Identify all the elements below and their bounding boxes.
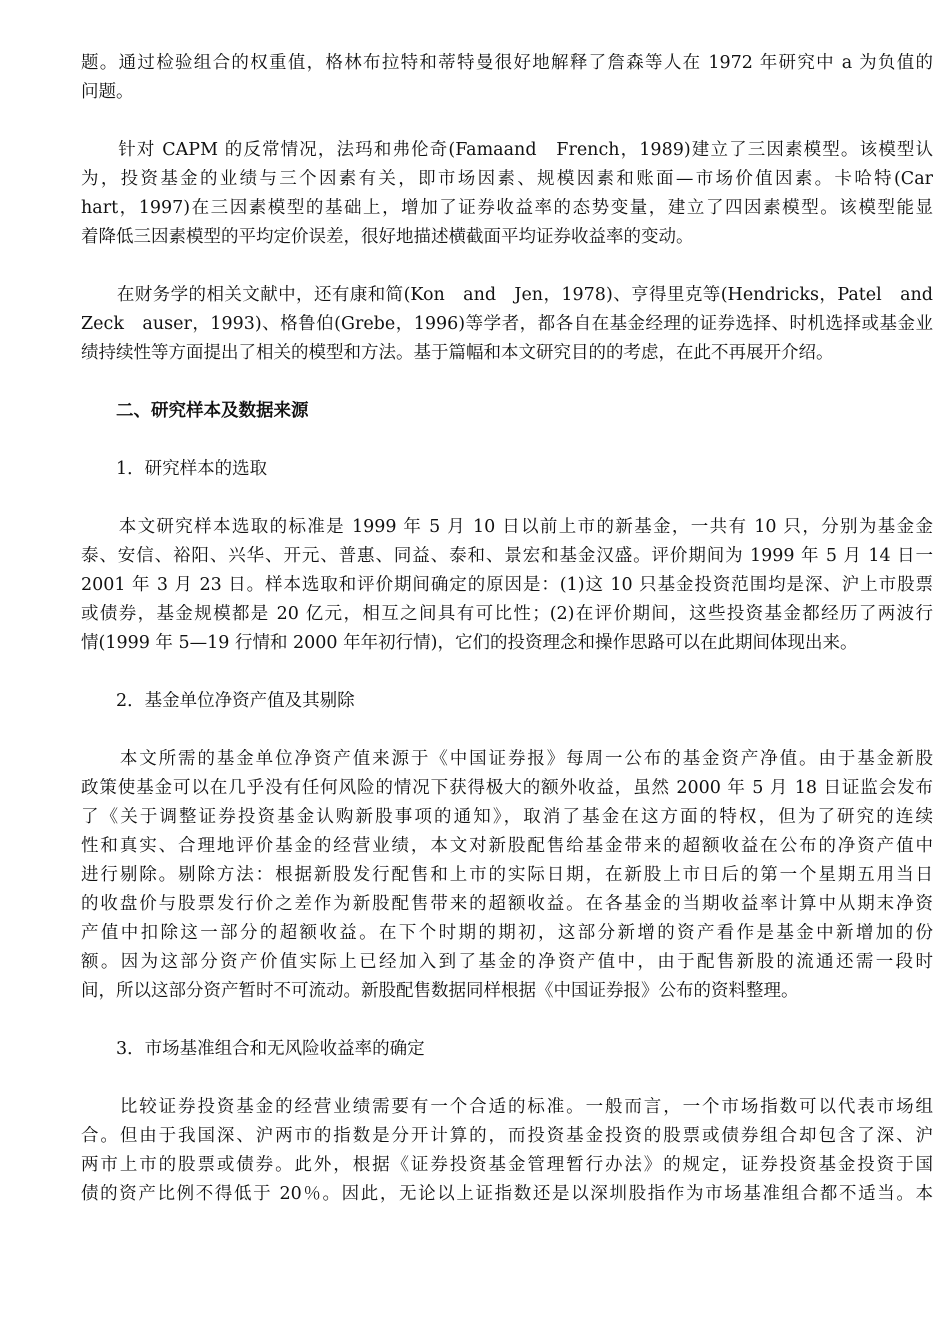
- paragraph: [81, 745, 933, 1006]
- paragraph: [81, 513, 933, 658]
- section-heading: [81, 397, 933, 426]
- text-line: 额。因为这部分资产价值实际上已经加入到了基金的净资产值中，由于配售新股的流通还需一段时: [81, 952, 933, 972]
- text-line: 进行剔除。剔除方法：根据新股发行配售和上市的实际日期，在新股上市日后的第一个星期五用当日: [81, 865, 933, 885]
- paragraph: [81, 136, 933, 252]
- subheading-text: 2．基金单位净资产值及其剔除: [81, 691, 355, 711]
- text-line: 针对 CAPM 的反常情况，法玛和弗伦奇(Famaand French，1989)建立了三因素模型。该模型认: [81, 140, 933, 160]
- text-line: 两市上市的股票或债券。此外，根据《证券投资基金管理暂行办法》的规定，证券投资基金投资于国: [81, 1155, 933, 1175]
- text-line: 为，投资基金的业绩与三个因素有关，即市场因素、规模因素和账面—市场价值因素。卡哈特(Car: [81, 169, 933, 189]
- text-line: hart，1997)在三因素模型的基础上，增加了证券收益率的态势变量，建立了四因素模型。该模型能显: [81, 198, 933, 218]
- text-line: 着降低三因素模型的平均定价误差，很好地描述横截面平均证券收益率的变动。: [81, 227, 694, 247]
- text-line: 合。但由于我国深、沪两市的指数是分开计算的，而投资基金投资的股票或债券组合却包含了深、沪: [81, 1126, 933, 1146]
- document-page: [81, 49, 933, 1209]
- text-line: 了《关于调整证券投资基金认购新股事项的通知》，取消了基金在这方面的特权，但为了研究的连续: [81, 807, 933, 827]
- subsection-heading: [81, 687, 933, 716]
- subsection-heading: [81, 455, 933, 484]
- text-line: 债的资产比例不得低于 20％。因此，无论以上证指数还是以深圳股指作为市场基准组合都不适当。本: [81, 1184, 933, 1204]
- text-line: 题。通过检验组合的权重值，格林布拉特和蒂特曼很好地解释了詹森等人在 1972 年研究中 a 为负值的: [81, 53, 933, 73]
- text-line: 产值中扣除这一部分的超额收益。在下个时期的期初，这部分新增的资产看作是基金中新增加的份: [81, 923, 933, 943]
- subsection-heading: [81, 1035, 933, 1064]
- text-line: 间，所以这部分资产暂时不可流动。新股配售数据同样根据《中国证券报》公布的资料整理。: [81, 981, 799, 1001]
- text-line: 2001 年 3 月 23 日。样本选取和评价期间确定的原因是：(1)这 10 只基金投资范围均是深、沪上市股票: [81, 575, 933, 595]
- paragraph: [81, 1093, 933, 1209]
- text-line: Zeck auser，1993)、格鲁伯(Grebe，1996)等学者，都各自在基金经理的证券选择、时机选择或基金业: [81, 314, 933, 334]
- text-line: 政策使基金可以在几乎没有任何风险的情况下获得极大的额外收益，虽然 2000 年 5 月 18 日证监会发布: [81, 778, 933, 798]
- heading-text: 二、研究样本及数据来源: [81, 401, 309, 421]
- text-line: 性和真实、合理地评价基金的经营业绩，本文对新股配售给基金带来的超额收益在公布的净资产值中: [81, 836, 933, 856]
- paragraph: [81, 281, 933, 368]
- text-line: 泰、安信、裕阳、兴华、开元、普惠、同益、泰和、景宏和基金汉盛。评价期间为 1999 年 5 月 14 日一: [81, 546, 933, 566]
- paragraph: [81, 49, 933, 107]
- text-line: 比较证券投资基金的经营业绩需要有一个合适的标准。一般而言，一个市场指数可以代表市场组: [81, 1097, 933, 1117]
- text-line: 本文研究样本选取的标准是 1999 年 5 月 10 日以前上市的新基金，一共有 10 只，分别为基金金: [81, 517, 933, 537]
- text-line: 在财务学的相关文献中，还有康和简(Kon and Jen，1978)、亨得里克等(Hendricks，Patel and: [81, 285, 933, 305]
- text-line: 本文所需的基金单位净资产值来源于《中国证券报》每周一公布的基金资产净值。由于基金新股: [81, 749, 933, 769]
- text-line: 问题。: [81, 82, 134, 102]
- text-line: 情(1999 年 5—19 行情和 2000 年年初行情)，它们的投资理念和操作思路可以在此期间体现出来。: [81, 633, 858, 653]
- subheading-text: 3．市场基准组合和无风险收益率的确定: [81, 1039, 425, 1059]
- text-line: 的收盘价与股票发行价之差作为新股配售带来的超额收益。在各基金的当期收益率计算中从期末净资: [81, 894, 933, 914]
- subheading-text: 1．研究样本的选取: [81, 459, 268, 479]
- text-line: 绩持续性等方面提出了相关的模型和方法。基于篇幅和本文研究目的的考虑，在此不再展开介绍。: [81, 343, 834, 363]
- text-line: 或债券，基金规模都是 20 亿元，相互之间具有可比性；(2)在评价期间，这些投资基金都经历了两波行: [81, 604, 933, 624]
